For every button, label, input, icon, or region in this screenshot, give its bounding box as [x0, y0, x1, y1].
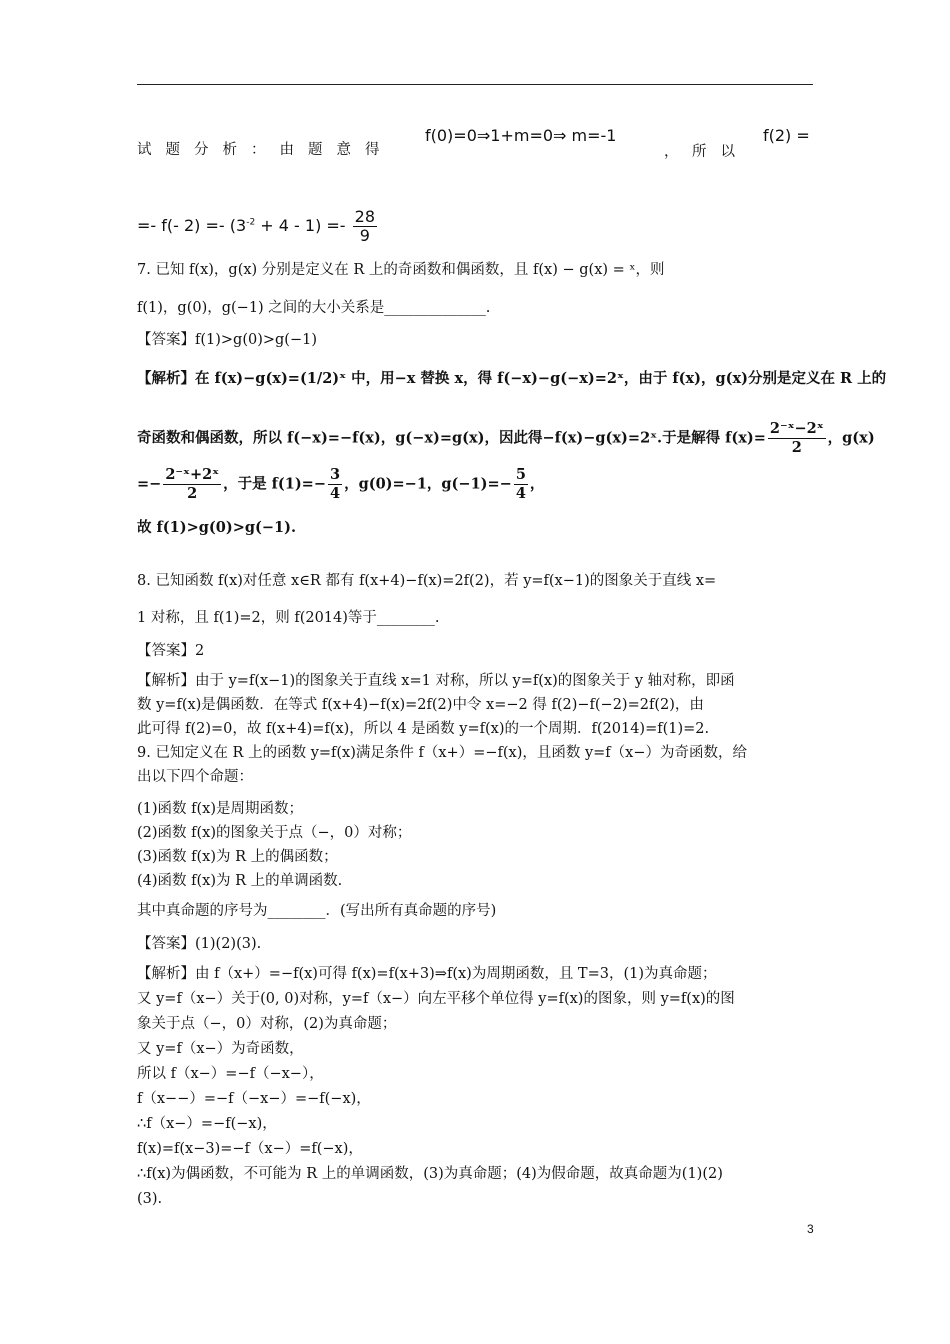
q6-eq2-exp: -2	[246, 217, 256, 228]
q7-a3-f1: ，于是 f(1)=−	[223, 475, 326, 493]
q9-answer: 【答案】(1)(2)(3).	[137, 936, 262, 952]
q6-eq2-mid: + 4 - 1) =-	[255, 216, 351, 235]
q7-a3-end: ，	[529, 475, 545, 493]
q7-analysis-line1: 【解析】在 f(x)−g(x)=(1/2)ˣ 中，用−x 替换 x，得 f(−x)−g(−x)=2ˣ，由于 f(x)，g(x)分别是定义在 R 上的	[137, 370, 887, 387]
q6-frac-num: 28	[354, 207, 376, 226]
q9-proposition-3: (3)函数 f(x)为 R 上的偶函数；	[137, 849, 338, 865]
q6-suoyi: 所以	[692, 144, 749, 160]
q7-g-den: 4	[515, 485, 526, 502]
q9-question-line1: 9. 已知定义在 R 上的函数 y=f(x)满足条件 f（x+）=−f(x)，且函数 y=f（x−）为奇函数，给	[137, 745, 747, 761]
q9-analysis-line10: (3).	[137, 1191, 163, 1207]
q9-analysis-line6: f（x−−）=−f（−x−）=−f(−x)，	[137, 1091, 371, 1107]
q7-gx-fraction	[163, 466, 221, 503]
q6-comma: ，	[664, 144, 679, 160]
q6-eq2-pre: =- f(- 2) =- (3	[137, 216, 247, 235]
q7-answer: 【答案】f(1)>g(0)>g(−1)	[137, 332, 317, 348]
q7-g-num: 5	[515, 466, 526, 483]
q9-analysis-line8: f(x)=f(x−3)=−f（x−）=f(−x)，	[137, 1141, 363, 1157]
q7-analysis-line4: 故 f(1)>g(0)>g(−1).	[137, 519, 296, 536]
q7-f1-den: 4	[329, 485, 341, 502]
q7-a2-tail: ，g(x)	[827, 429, 875, 447]
q7-analysis-line2	[137, 420, 875, 457]
q7-g-fraction	[514, 466, 528, 503]
q7-f1-fraction	[328, 466, 342, 503]
q6-f2: f(2) =	[763, 126, 810, 145]
q8-analysis-line3: 此可得 f(2)=0，故 f(x+4)=f(x)，所以 4 是函数 y=f(x)的一个周期．f(2014)=f(1)=2.	[137, 721, 710, 737]
q7-analysis-line3	[137, 466, 544, 503]
q9-analysis-line2: 又 y=f（x−）关于(0, 0)对称，y=f（x−）向左平移个单位得 y=f(x)的图象，则 y=f(x)的图	[137, 991, 735, 1007]
q9-analysis-line9: ∴f(x)为偶函数，不可能为 R 上的单调函数，(3)为真命题；(4)为假命题，故真命题为(1)(2)	[137, 1166, 723, 1182]
q6-fraction	[353, 208, 377, 245]
q6-analysis-lead: 试题分析：由题意得	[137, 142, 394, 158]
q7-fx-fraction	[768, 420, 826, 457]
q8-answer: 【答案】2	[137, 643, 205, 659]
q7-fx-den: 2	[791, 439, 802, 456]
q7-f1-num: 3	[329, 466, 341, 483]
q7-gx-den: 2	[187, 485, 198, 502]
q8-analysis-line2: 数 y=f(x)是偶函数．在等式 f(x+4)−f(x)=2f(2)中令 x=−2 得 f(2)−f(−2)=2f(2)，由	[137, 697, 704, 713]
header-rule	[137, 84, 813, 85]
q7-gx-num: 2⁻ˣ+2ˣ	[165, 466, 220, 483]
q9-ask: 其中真命题的序号为________．(写出所有真命题的序号)	[137, 903, 497, 919]
q9-analysis-line7: ∴f（x−）=−f(−x)，	[137, 1116, 277, 1132]
q9-analysis-line4: 又 y=f（x−）为奇函数，	[137, 1041, 304, 1057]
q8-question-line1: 8. 已知函数 f(x)对任意 x∈R 都有 f(x+4)−f(x)=2f(2)，若 y=f(x−1)的图象关于直线 x=	[137, 573, 717, 589]
q8-analysis-line1: 【解析】由于 y=f(x−1)的图象关于直线 x=1 对称，所以 y=f(x)的图象关于 y 轴对称，即函	[137, 673, 735, 689]
q7-question-line2: f(1)，g(0)，g(−1) 之间的大小关系是______________.	[137, 300, 491, 316]
q6-equation-2	[137, 208, 379, 245]
q6-equation-1: f(0)=0⇒1+m=0⇒ m=-1	[425, 126, 617, 145]
q7-question-line1: 7. 已知 f(x)，g(x) 分别是定义在 R 上的奇函数和偶函数，且 f(x) − g(x) = ˣ，则	[137, 262, 665, 278]
q7-a3-g: ，g(0)=−1，g(−1)=−	[344, 475, 512, 493]
q6-frac-den: 9	[359, 226, 370, 245]
q7-fx-num: 2⁻ˣ−2ˣ	[769, 420, 824, 437]
q9-analysis-line5: 所以 f（x−）=−f（−x−），	[137, 1066, 324, 1082]
q8-question-line2: 1 对称，且 f(1)=2，则 f(2014)等于________.	[137, 610, 440, 626]
q9-proposition-2: (2)函数 f(x)的图象关于点（−，0）对称；	[137, 825, 412, 841]
page-number: 3	[807, 1222, 814, 1236]
q9-analysis-line3: 象关于点（−，0）对称，(2)为真命题；	[137, 1016, 397, 1032]
q7-a3-head: =−	[137, 475, 162, 493]
q9-proposition-1: (1)函数 f(x)是周期函数；	[137, 801, 304, 817]
q9-question-line2: 出以下四个命题：	[137, 769, 253, 785]
q9-analysis-line1: 【解析】由 f（x+）=−f(x)可得 f(x)=f(x+3)⇒f(x)为周期函数，且 T=3，(1)为真命题；	[137, 966, 717, 982]
q9-proposition-4: (4)函数 f(x)为 R 上的单调函数.	[137, 873, 343, 889]
q7-a2-text: 奇函数和偶函数，所以 f(−x)=−f(x)，g(−x)=g(x)，因此得−f(x)−g(x)=2ˣ.于是解得 f(x)=	[137, 429, 766, 447]
